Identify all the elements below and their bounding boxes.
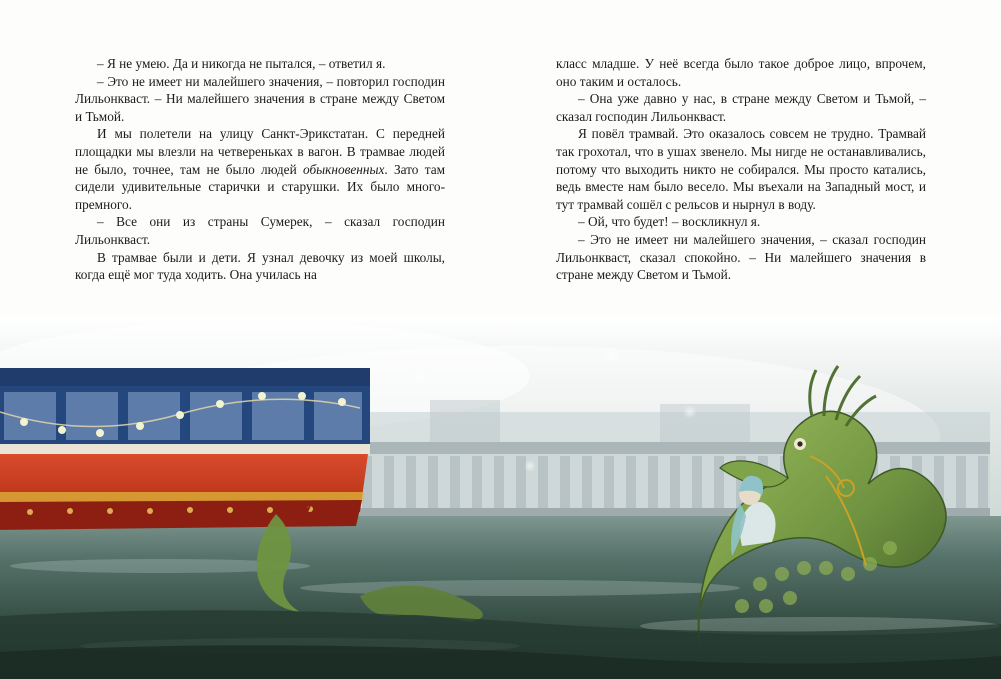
illustration-artwork: [0, 316, 1001, 679]
paragraph: – Она уже давно у нас, в стране между Светом и Тьмой, – сказал господин Лильонкваст.: [556, 91, 926, 124]
paragraph: И мы полетели на улицу Санкт-Эрикстатан. С передней площадки мы влезли на четвереньках в вагон. В трамвае людей не было, точнее, там не было людей обыкновенных. Зато там сидели удивительные старички и старушки. Их было много-премного.: [75, 126, 446, 212]
paragraph: класс младше. У неё всегда было такое доброе лицо, впрочем, оно таким и осталось.: [556, 56, 926, 89]
emphasis: обыкновенных: [302, 161, 385, 177]
left-text-column: [75, 55, 445, 315]
paragraph: Я повёл трамвай. Это оказалось совсем не трудно. Трамвай так грохотал, что в ушах звенело. Мы нигде не останавливались, потому что выходить никто не собирался. Мы просто катались, ведь вместе нам было весело. Мы въехали на Западный мост, и тут трамвай сошёл с рельсов и нырнул в воду.: [556, 126, 926, 212]
paragraph: – Я не умею. Да и никогда не пытался, – ответил я.: [97, 56, 386, 71]
tram-illustration: [0, 368, 370, 530]
paragraph: В трамвае были и дети. Я узнал девочку из моей школы, когда ещё мог туда ходить. Она училась на: [75, 249, 445, 283]
illustration: [0, 316, 1001, 679]
paragraph: – Это не имеет ни малейшего значения, – повторил господин Лильонкваст. – Ни малейшего значения в стране между Светом и Тьмой.: [75, 73, 445, 124]
paragraph: – Ой, что будет! – воскликнул я.: [578, 214, 761, 230]
paragraph: – Это не имеет ни малейшего значения, – сказал господин Лильонкваст, сказал спокойно. – Ни малейшего значения в стране между Светом и Тьмой.: [556, 231, 926, 283]
paragraph: – Все они из страны Сумерек, – сказал господин Лильонкваст.: [75, 214, 445, 247]
text-area: [0, 55, 1001, 315]
right-text-column: [556, 55, 926, 315]
